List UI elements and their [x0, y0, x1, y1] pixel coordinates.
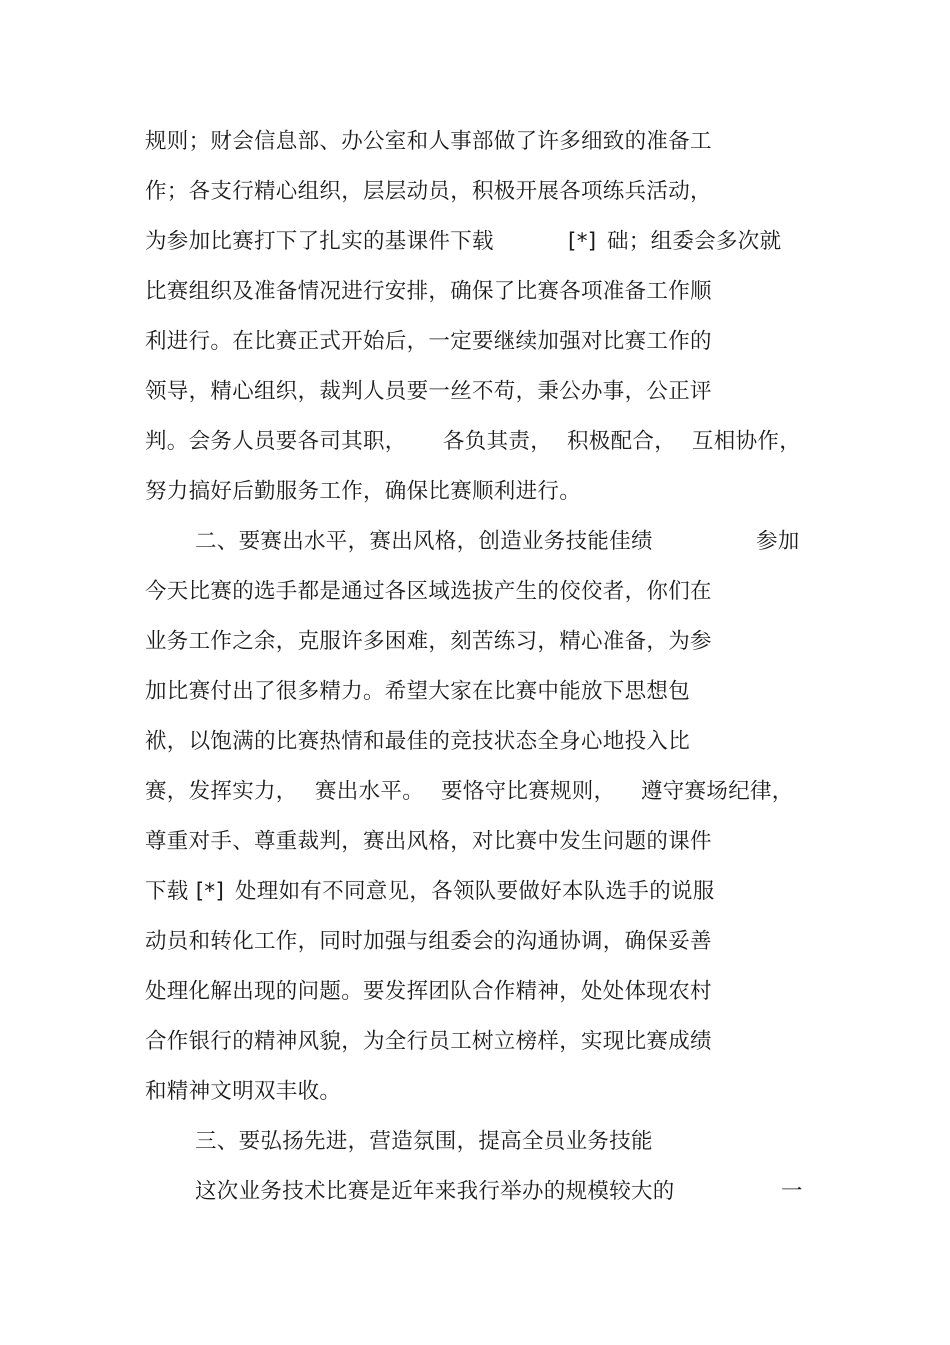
text-line: 赛，发挥实力， [145, 779, 298, 804]
text-line: 袱，以饱满的比赛热情和最佳的竞技状态全身心地投入比 [145, 729, 691, 754]
text-line: 判。会务人员要各司其职， [145, 429, 407, 454]
text-line: 利进行。在比赛正式开始后，一定要继续加强对比赛工作的 [145, 329, 712, 354]
section-heading: 二、要赛出水平，赛出风格，创造业务技能佳绩 [195, 529, 653, 554]
text-line: 业务工作之余，克服许多困难，刻苦练习，精心准备，为参 [145, 629, 712, 654]
section-heading: 三、要弘扬先进，营造氛围，提高全员业务技能 [195, 1129, 653, 1154]
text-line: 动员和转化工作，同时加强与组委会的沟通协调，确保妥善 [145, 929, 712, 954]
text-line: 比赛组织及准备情况进行安排，确保了比赛各项准备工作顺 [145, 279, 712, 304]
text-line: 要恪守比赛规则， [441, 779, 616, 804]
text-line: 一 [781, 1179, 803, 1204]
text-line: 赛出水平。 [315, 779, 425, 804]
text-line: 础；组委会多次就 [607, 229, 782, 254]
text-line: 参加 [756, 529, 800, 554]
text-line: 处理如有不同意见，各领队要做好本队选手的说服 [235, 879, 715, 904]
text-line: 今天比赛的选手都是通过各区域选拔产生的佼佼者，你们在 [145, 579, 712, 604]
text-line: 和精神文明双丰收。 [145, 1079, 342, 1104]
text-line: 为参加比赛打下了扎实的基课件下载 [145, 229, 494, 254]
text-line: 合作银行的精神风貌，为全行员工树立榜样，实现比赛成绩 [145, 1029, 712, 1054]
text-line: 努力搞好后勤服务工作，确保比赛顺利进行。 [145, 479, 582, 504]
text-line: 这次业务技术比赛是近年来我行举办的规模较大的 [195, 1179, 675, 1204]
download-marker: 下载 [*] [145, 879, 225, 904]
text-line: 积极配合， [567, 429, 677, 454]
download-marker: [*] [568, 229, 597, 254]
text-line: 尊重对手、尊重裁判，赛出风格，对比赛中发生问题的课件 [145, 829, 712, 854]
text-line: 加比赛付出了很多精力。希望大家在比赛中能放下思想包 [145, 679, 691, 704]
text-line: 作；各支行精心组织，层层动员，积极开展各项练兵活动， [145, 179, 712, 204]
text-line: 互相协作， [692, 429, 802, 454]
text-line: 遵守赛场纪律， [641, 779, 794, 804]
text-line: 处理化解出现的问题。要发挥团队合作精神，处处体现农村 [145, 979, 712, 1004]
text-line: 规则；财会信息部、办公室和人事部做了许多细致的准备工 [145, 129, 712, 154]
text-line: 领导，精心组织，裁判人员要一丝不苟，秉公办事，公正评 [145, 379, 712, 404]
text-line: 各负其责， [443, 429, 553, 454]
